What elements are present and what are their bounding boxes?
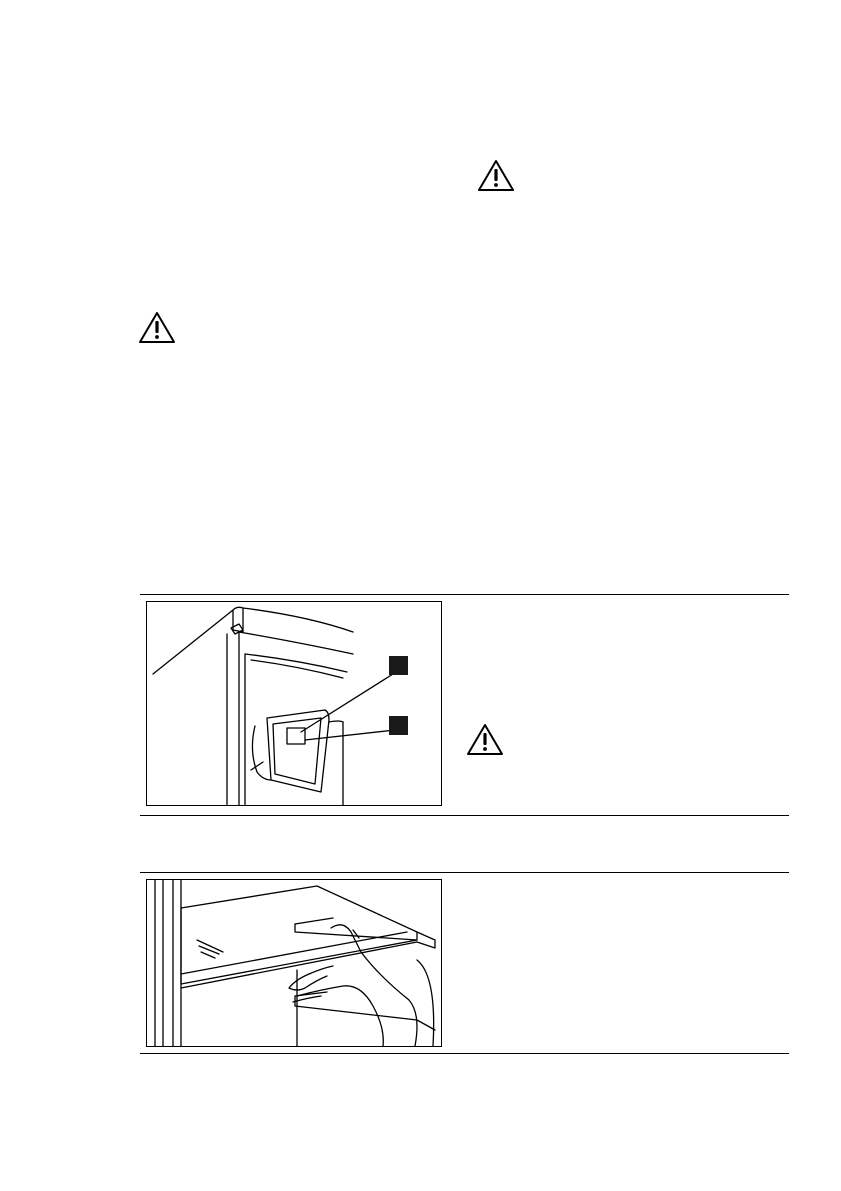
warning-triangle-icon (465, 722, 505, 757)
warning-triangle-icon (476, 158, 516, 193)
callout-box (389, 656, 408, 675)
section-rule-bottom (140, 1053, 789, 1054)
section-rule-middle (140, 815, 789, 816)
figure-fridge-lamp-cover (146, 601, 442, 806)
section-rule-lower (140, 872, 789, 873)
warning-triangle-icon (137, 310, 177, 345)
section-rule-top (140, 594, 789, 595)
callout-box (389, 716, 408, 735)
figure-removing-glass-shelf (146, 879, 442, 1047)
